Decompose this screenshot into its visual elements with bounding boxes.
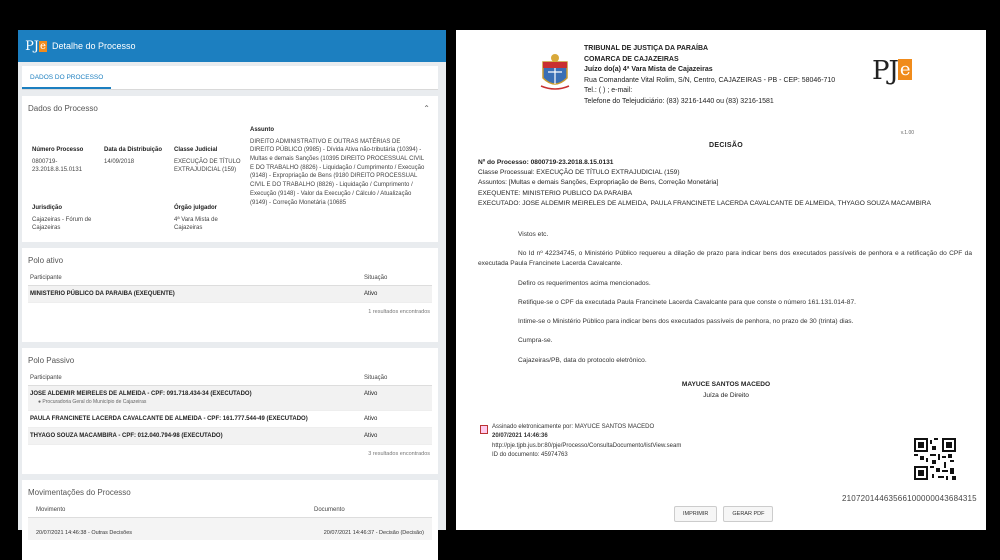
paragraph: Retifique-se o CPF da executada Paula Francinete Lacerda Cavalcante para que conste o número 161.131.014-87. [518,298,856,306]
court-header [584,44,835,107]
coat-of-arms-icon [540,52,570,92]
signer-name: MAYUCE SANTOS MACEDO [681,381,771,388]
court-line-3: Juízo do(a) 4ª Vara Mista de Cajazeiras [584,66,713,73]
assunto-field [250,126,426,207]
movimento-cell: 20/07/2021 14:46:38 - Outras Decisões [36,530,133,536]
situacao-cell: Ativo [364,416,378,422]
procuradoria-sub [30,399,364,405]
situacao-cell: Ativo [364,391,378,397]
elec-date: 20/07/2021 14:46:36 [492,433,548,440]
tab-dados-do-processo[interactable]: DADOS DO PROCESSO [22,74,111,89]
pje-logo [872,56,912,86]
jurisdicao-field [32,204,102,233]
court-contact: Tel.: ( ) ; e-mail: [584,87,633,94]
documento-link[interactable]: 20/07/2021 14:46:37 - Decisão (Decisão) [323,530,424,536]
dados-processo-card [22,96,438,242]
numero-processo-label: Número Processo [32,147,84,153]
participante-cell: MINISTERIO PÚBLICO DA PARAIBA (EXEQUENTE) [30,291,175,297]
elec-id-text: ID do documento: 45974763 [492,451,568,458]
signature-block [456,380,996,401]
procuradoria-text: Procuradoria Geral do Município de Cajazeiras [42,399,147,405]
process-details-panel [18,30,446,536]
table-row[interactable] [28,428,432,445]
pje-logo-accent: e [40,40,46,52]
orgao-julgador-field [174,204,242,233]
data-distribuicao-value: 14/09/2018 [104,158,135,165]
col-situacao: Situação [364,375,388,381]
numero-processo-value: 0800719-23.2018.8.15.0131 [32,158,83,174]
movimentacoes-card [22,480,438,560]
procuradoria-icon: ● [38,399,43,405]
results-count: 1 resultados encontrados [368,309,430,315]
paragraph: Cumpra-se. [518,337,553,345]
table-header [28,271,432,286]
classe-judicial-field [174,146,242,175]
paragraph: Intime-se o Ministério Público para indicar bens dos executados passíveis de penhora, no prazo de 30 (trinta) dias. [518,318,854,326]
table-row[interactable] [28,518,432,540]
process-metadata [478,158,931,209]
polo-ativo-title: Polo ativo [28,256,64,265]
paragraph: No Id nº 42234745, o Ministério Público requereu a dilação de prazo para indicar bens dos executados passíveis de penhora e a retificação do CPF da executada Paula Francinete Lacerda Cavalcante. [478,250,972,268]
col-situacao: Situação [364,275,388,281]
exequente: EXEQUENTE: MINISTERIO PUBLICO DA PARAIBA [478,189,633,197]
assuntos: Assuntos: [Multas e demais Sanções, Expropriação de Bens, Correção Monetária] [478,179,719,187]
paragraph: Vistos etc. [518,231,549,238]
classe-processual: Classe Processual: EXECUÇÃO DE TÍTULO EXTRAJUDICIAL (159) [478,169,680,177]
polo-passivo-table [28,371,432,445]
jurisdicao-label: Jurisdição [32,205,63,211]
data-distribuicao-label: Data da Distribuição [104,147,163,153]
data-distribuicao-field [104,146,170,166]
paragraph: Cajazeiras/PB, data do protocolo eletrônico. [518,356,647,364]
document-actions [674,506,773,522]
classe-judicial-value: EXECUÇÃO DE TÍTULO EXTRAJUDICIAL (159) [174,158,241,174]
chevron-up-icon[interactable]: ⌃ [423,104,430,113]
barcode-number: 21072014463566100000043684315 [842,494,977,503]
generate-pdf-button[interactable]: GERAR PDF [723,506,773,522]
situacao-cell: Ativo [364,291,378,297]
app-title: Detalhe do Processo [52,41,136,51]
document-heading: DECISÃO [709,142,743,149]
court-line-1: TRIBUNAL DE JUSTIÇA DA PARAÍBA [584,45,709,52]
col-movimento: Movimento [36,507,66,513]
table-row[interactable] [28,286,432,303]
electronic-signature [480,423,681,460]
col-documento: Documento [314,507,345,513]
signature-stamp-icon [480,425,488,434]
qr-code-icon [914,438,956,480]
court-telejudiciario: Telefone do Telejudiciário: (83) 3216-1440 ou (83) 3216-1581 [584,97,774,105]
table-row[interactable] [28,411,432,428]
assunto-value: DIREITO ADMINISTRATIVO E OUTRAS MATÉRIAS DE DIREITO PÚBLICO (9985) - Dívida Ativa não-tributária (10394) - Multas e demais Sanções (10395 DIREITO PROCESSUAL CIVIL E DO TRABALHO (8826) - Liquidação / Cumprimento / Execução (9148) - Expropriação de Bens (9180 DIREITO PROCESSUAL CIVIL E DO TRABALHO (8826) - Liquidação / Cumprimento / Execução (9148) - Valor da Execução / Cálculo / Atualização (9149) - Correção Monetária (10685 [250,138,425,206]
col-participante: Participante [30,275,62,281]
decision-body [478,230,972,375]
table-header [28,371,432,386]
court-line-2: COMARCA DE CAJAZEIRAS [584,55,679,63]
processo-number: Nº do Processo: 0800719-23.2018.8.15.0131 [478,159,614,166]
elec-id [492,451,681,460]
court-address: Rua Comandante Vital Rolim, S/N, Centro, CAJAZEIRAS - PB - CEP: 58046-710 [584,76,836,84]
paragraph: Defiro os requerimentos acima mencionados. [518,279,651,287]
tab-bar [22,66,438,90]
assunto-label: Assunto [250,127,274,133]
polo-ativo-card [22,248,438,342]
movimentacoes-title: Movimentações do Processo [28,488,131,497]
elec-url: http://pje.tjpb.jus.br:80/pje/Processo/ConsultaDocumento/listView.seam [492,442,682,449]
elec-signed-by: Assinado eletronicamente por: MAYUCE SANTOS MACEDO [492,424,655,430]
orgao-julgador-label: Órgão julgador [174,205,218,211]
pje-logo-text: PJ [25,38,40,54]
participante-cell [30,391,364,405]
jurisdicao-value: Cajazeiras - Fórum de Cajazeiras [32,216,92,232]
col-participante: Participante [30,375,62,381]
participante-cell: PAULA FRANCINETE LACERDA CAVALCANTE DE ALMEIDA - CPF: 161.777.544-49 (EXECUTADO) [30,416,308,422]
pje-logo-text: PJ [872,56,898,86]
situacao-cell: Ativo [364,433,378,439]
pje-logo-accent: e [899,59,910,80]
polo-passivo-title: Polo Passivo [28,356,75,365]
dados-processo-title: Dados do Processo [28,104,98,113]
participante-name: JOSE ALDEMIR MEIRELES DE ALMEIDA - CPF: 091.718.434-34 (EXECUTADO) [30,391,252,397]
print-button[interactable]: IMPRIMIR [674,506,717,522]
classe-judicial-label: Classe Judicial [174,147,218,153]
table-row[interactable] [28,386,432,411]
participante-cell: THYAGO SOUZA MACAMBIRA - CPF: 012.040.794-98 (EXECUTADO) [30,433,223,439]
orgao-julgador-value: 4ª Vara Mista de Cajazeiras [174,216,218,232]
numero-processo-field [32,146,98,175]
executado: EXECUTADO: JOSE ALDEMIR MEIRELES DE ALMEIDA, PAULA FRANCINETE LACERDA CAVALCANTE DE ALMEIDA, THYAGO SOUZA MACAMBIRA [478,199,931,207]
table-header [28,503,432,518]
polo-passivo-card [22,348,438,474]
decision-document [456,30,986,530]
document-version: v.1.00 [900,130,914,136]
pje-logo[interactable] [26,37,46,55]
results-count: 3 resultados encontrados [368,451,430,457]
signer-role: Juíza de Direito [703,391,749,399]
app-header [18,30,446,62]
polo-ativo-table [28,271,432,303]
